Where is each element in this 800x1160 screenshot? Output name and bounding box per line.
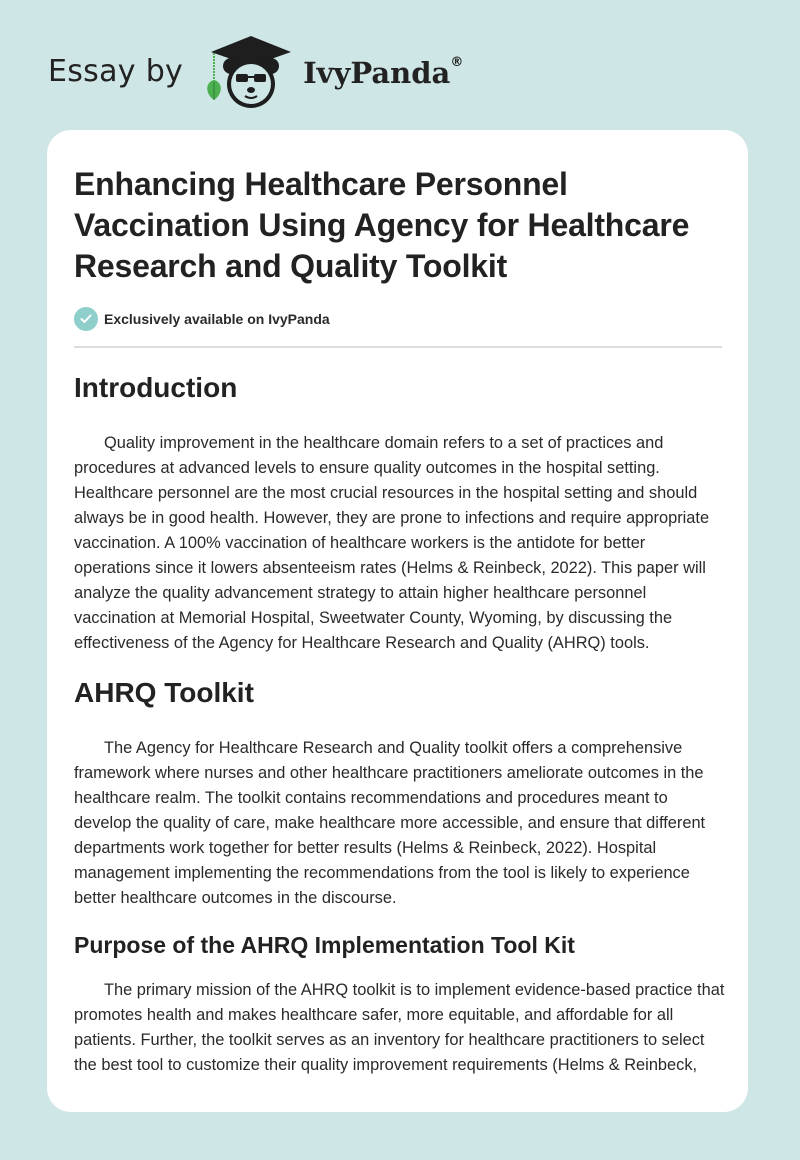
section-paragraph-introduction: Quality improvement in the healthcare domain refers to a set of practices and procedures at advanced levels to ensure quality outcomes in the hospital setting. Healthcare personnel are the most crucial resources in the hospital setting and should always be in good health. However, they are prone to infections and require appropriate vaccination. A 100% vaccination of healthcare workers is the antidote for better operations since it lowers absenteeism rates (Helms & Reinbeck, 2022). This paper will analyze the quality advancement strategy to attain higher healthcare personnel vaccination at Memorial Hospital, Sweetwater County, Wyoming, by discussing the effectiveness of the Agency for Healthcare Research and Quality (AHRQ) tools. — [74, 434, 710, 652]
panda-graduate-icon[interactable] — [201, 30, 297, 110]
section-heading-introduction: Introduction — [74, 372, 238, 403]
check-icon — [74, 307, 98, 331]
registered-mark: ® — [450, 55, 464, 71]
section-paragraph-ahrq-toolkit: The Agency for Healthcare Research and Quality toolkit offers a comprehensive framework where nurses and other healthcare practitioners ameliorate outcomes in the healthcare realm. The toolkit contains recommendations and procedures meant to develop the quality of care, make healthcare more accessible, and ensure that different departments work together for better results (Helms & Reinbeck, 2022). Hospital management implementing the recommendations from the tool is likely to experience better healthcare outcomes in the discourse. — [74, 739, 706, 907]
brand-text: IvyPanda — [303, 56, 451, 90]
section-heading-ahrq-toolkit: AHRQ Toolkit — [74, 677, 254, 708]
essay-by-label: Essay by — [48, 53, 184, 89]
section-heading-purpose: Purpose of the AHRQ Implementation Tool Kit — [74, 932, 575, 958]
article-title: Enhancing Healthcare Personnel Vaccination Using Agency for Healthcare Research and Quality Toolkit — [74, 166, 690, 284]
title-divider — [74, 346, 722, 348]
exclusive-text: Exclusively available on IvyPanda — [104, 311, 330, 327]
article-card — [47, 130, 748, 1112]
exclusive-badge — [74, 306, 722, 332]
section-paragraph-purpose: The primary mission of the AHRQ toolkit is to implement evidence-based practice that promotes health and makes healthcare safer, more equitable, and affordable for all patients. Further, the toolkit serves as an inventory for healthcare practitioners to select the best tool to customize their quality improvement requirements (Helms & Reinbeck, — [74, 981, 725, 1074]
site-header — [48, 30, 463, 110]
brand-name[interactable] — [303, 56, 463, 90]
